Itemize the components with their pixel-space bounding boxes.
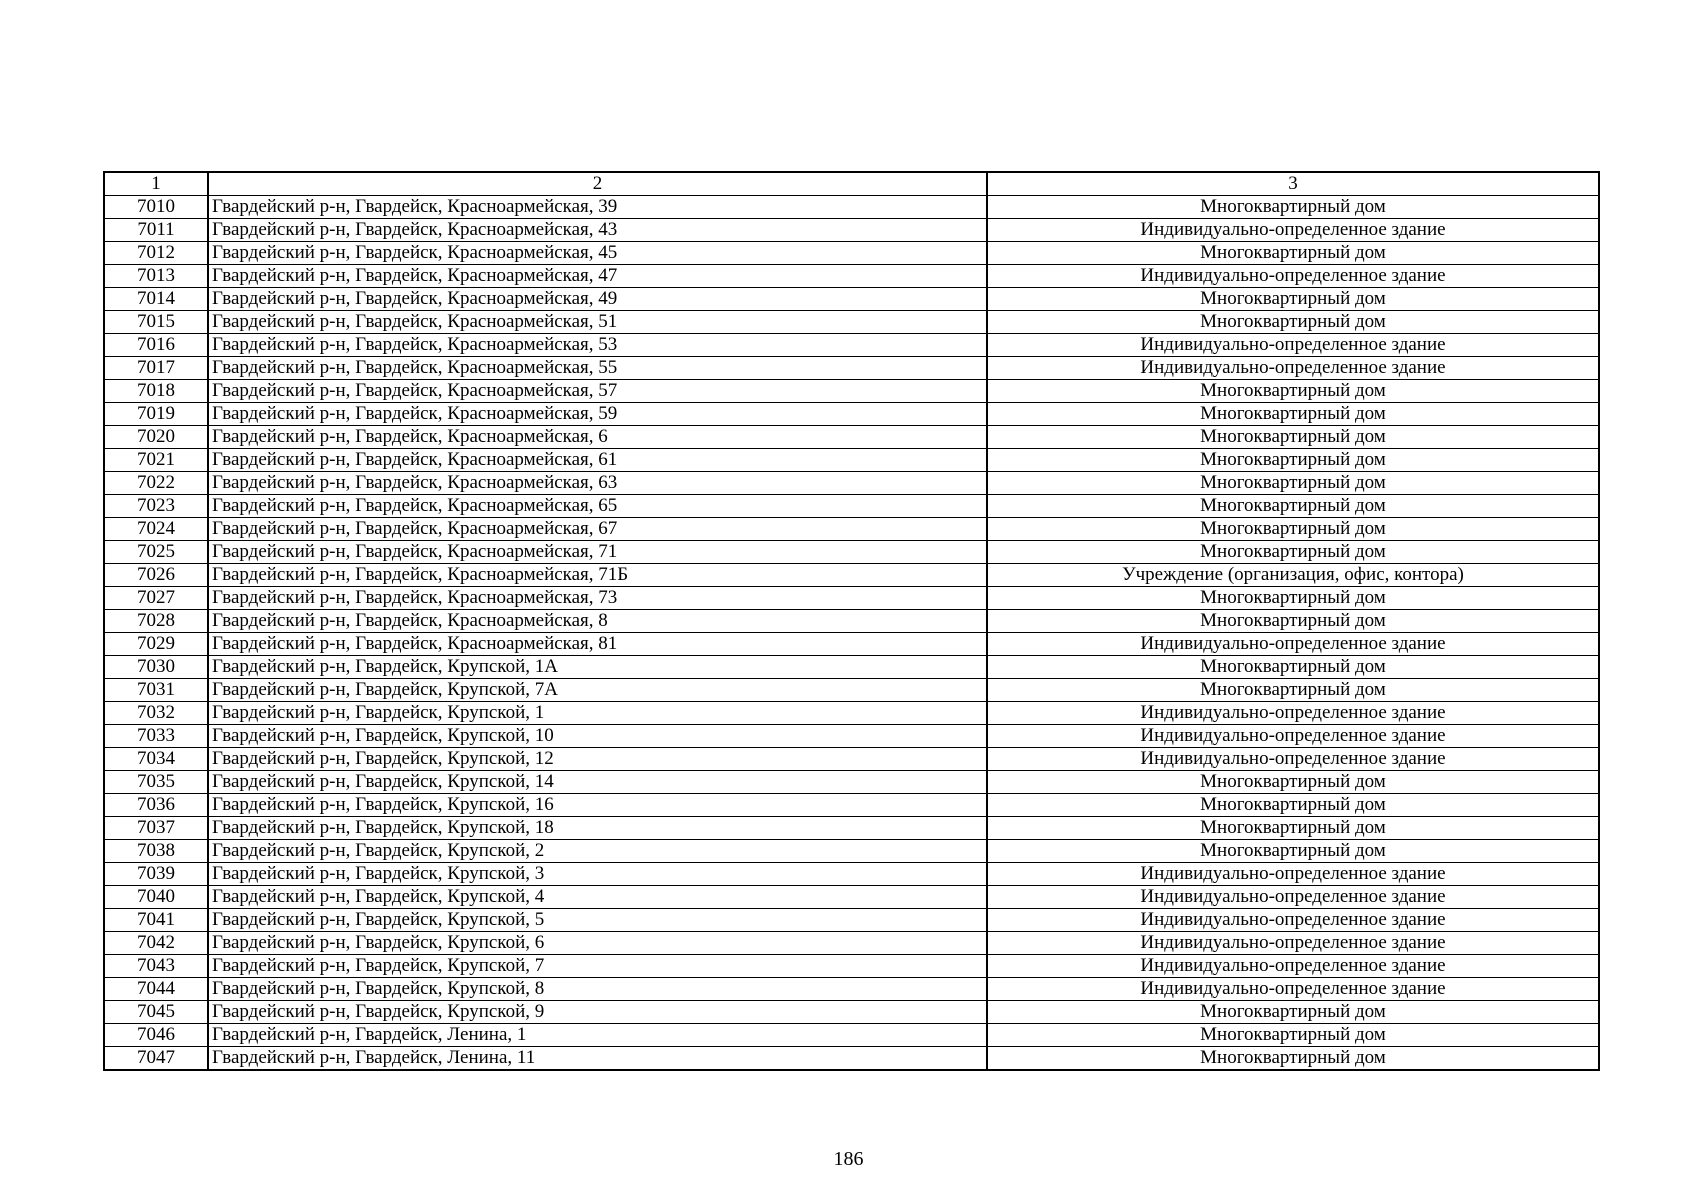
address-cell: Гвардейский р-н, Гвардейск, Крупской, 4 xyxy=(208,886,987,909)
object-type-cell: Многоквартирный дом xyxy=(987,518,1599,541)
row-number-cell: 7020 xyxy=(104,426,208,449)
row-number-cell: 7028 xyxy=(104,610,208,633)
object-type-cell: Многоквартирный дом xyxy=(987,1001,1599,1024)
row-number-cell: 7026 xyxy=(104,564,208,587)
address-cell: Гвардейский р-н, Гвардейск, Красноармейская, 43 xyxy=(208,219,987,242)
address-cell: Гвардейский р-н, Гвардейск, Красноармейская, 71 xyxy=(208,541,987,564)
row-number-cell: 7038 xyxy=(104,840,208,863)
table-row xyxy=(104,380,1599,403)
row-number-cell: 7039 xyxy=(104,863,208,886)
object-type-cell: Индивидуально-определенное здание xyxy=(987,886,1599,909)
table-row xyxy=(104,909,1599,932)
table-body xyxy=(104,172,1599,1070)
table-row xyxy=(104,955,1599,978)
table-row xyxy=(104,748,1599,771)
row-number-cell: 7014 xyxy=(104,288,208,311)
object-type-cell: Многоквартирный дом xyxy=(987,242,1599,265)
table-row xyxy=(104,656,1599,679)
address-cell: Гвардейский р-н, Гвардейск, Крупской, 16 xyxy=(208,794,987,817)
address-cell: Гвардейский р-н, Гвардейск, Красноармейская, 61 xyxy=(208,449,987,472)
object-type-cell: Многоквартирный дом xyxy=(987,426,1599,449)
object-type-cell: Многоквартирный дом xyxy=(987,771,1599,794)
address-cell: Гвардейский р-н, Гвардейск, Крупской, 1А xyxy=(208,656,987,679)
row-number-cell: 7024 xyxy=(104,518,208,541)
table-row xyxy=(104,219,1599,242)
row-number-cell: 7033 xyxy=(104,725,208,748)
address-cell: Гвардейский р-н, Гвардейск, Крупской, 7 xyxy=(208,955,987,978)
address-cell: Гвардейский р-н, Гвардейск, Красноармейская, 6 xyxy=(208,426,987,449)
object-type-cell: Индивидуально-определенное здание xyxy=(987,334,1599,357)
table-row xyxy=(104,932,1599,955)
object-type-cell: Многоквартирный дом xyxy=(987,656,1599,679)
table-row xyxy=(104,794,1599,817)
row-number-cell: 7011 xyxy=(104,219,208,242)
object-type-cell: Многоквартирный дом xyxy=(987,817,1599,840)
table-row xyxy=(104,472,1599,495)
row-number-cell: 7034 xyxy=(104,748,208,771)
table-row xyxy=(104,1001,1599,1024)
page-number: 186 xyxy=(833,1148,864,1170)
object-type-cell: Учреждение (организация, офис, контора) xyxy=(987,564,1599,587)
address-cell: Гвардейский р-н, Гвардейск, Красноармейская, 51 xyxy=(208,311,987,334)
object-type-cell: Многоквартирный дом xyxy=(987,587,1599,610)
address-cell: Гвардейский р-н, Гвардейск, Крупской, 7А xyxy=(208,679,987,702)
table-row xyxy=(104,817,1599,840)
address-cell: Гвардейский р-н, Гвардейск, Крупской, 14 xyxy=(208,771,987,794)
table-row xyxy=(104,196,1599,219)
address-cell: Гвардейский р-н, Гвардейск, Красноармейская, 53 xyxy=(208,334,987,357)
row-number-cell: 7037 xyxy=(104,817,208,840)
address-cell: Гвардейский р-н, Гвардейск, Ленина, 11 xyxy=(208,1047,987,1071)
address-cell: Гвардейский р-н, Гвардейск, Красноармейская, 67 xyxy=(208,518,987,541)
address-cell: Гвардейский р-н, Гвардейск, Крупской, 9 xyxy=(208,1001,987,1024)
object-type-cell: Многоквартирный дом xyxy=(987,449,1599,472)
row-number-cell: 7045 xyxy=(104,1001,208,1024)
object-type-cell: Индивидуально-определенное здание xyxy=(987,219,1599,242)
row-number-cell: 7035 xyxy=(104,771,208,794)
address-cell: Гвардейский р-н, Гвардейск, Красноармейская, 71Б xyxy=(208,564,987,587)
address-cell: Гвардейский р-н, Гвардейск, Крупской, 12 xyxy=(208,748,987,771)
table-header-row xyxy=(104,172,1599,196)
row-number-cell: 7021 xyxy=(104,449,208,472)
row-number-cell: 7029 xyxy=(104,633,208,656)
address-cell: Гвардейский р-н, Гвардейск, Ленина, 1 xyxy=(208,1024,987,1047)
object-type-cell: Многоквартирный дом xyxy=(987,495,1599,518)
object-type-cell: Индивидуально-определенное здание xyxy=(987,932,1599,955)
table-row xyxy=(104,242,1599,265)
address-cell: Гвардейский р-н, Гвардейск, Красноармейская, 55 xyxy=(208,357,987,380)
address-cell: Гвардейский р-н, Гвардейск, Красноармейская, 39 xyxy=(208,196,987,219)
row-number-cell: 7012 xyxy=(104,242,208,265)
data-table xyxy=(103,171,1600,1071)
object-type-cell: Многоквартирный дом xyxy=(987,472,1599,495)
object-type-cell: Многоквартирный дом xyxy=(987,196,1599,219)
address-cell: Гвардейский р-н, Гвардейск, Красноармейская, 45 xyxy=(208,242,987,265)
table-row xyxy=(104,449,1599,472)
object-type-cell: Индивидуально-определенное здание xyxy=(987,633,1599,656)
row-number-cell: 7013 xyxy=(104,265,208,288)
row-number-cell: 7016 xyxy=(104,334,208,357)
row-number-cell: 7031 xyxy=(104,679,208,702)
object-type-cell: Индивидуально-определенное здание xyxy=(987,909,1599,932)
address-cell: Гвардейский р-н, Гвардейск, Красноармейская, 63 xyxy=(208,472,987,495)
object-type-cell: Многоквартирный дом xyxy=(987,679,1599,702)
address-cell: Гвардейский р-н, Гвардейск, Крупской, 6 xyxy=(208,932,987,955)
address-cell: Гвардейский р-н, Гвардейск, Крупской, 3 xyxy=(208,863,987,886)
object-type-cell: Многоквартирный дом xyxy=(987,288,1599,311)
address-cell: Гвардейский р-н, Гвардейск, Красноармейская, 8 xyxy=(208,610,987,633)
address-cell: Гвардейский р-н, Гвардейск, Красноармейская, 73 xyxy=(208,587,987,610)
table-row xyxy=(104,725,1599,748)
table-row xyxy=(104,265,1599,288)
table-row xyxy=(104,541,1599,564)
row-number-cell: 7019 xyxy=(104,403,208,426)
table-row xyxy=(104,311,1599,334)
address-cell: Гвардейский р-н, Гвардейск, Красноармейская, 57 xyxy=(208,380,987,403)
object-type-cell: Индивидуально-определенное здание xyxy=(987,978,1599,1001)
object-type-cell: Многоквартирный дом xyxy=(987,1047,1599,1071)
row-number-cell: 7046 xyxy=(104,1024,208,1047)
row-number-cell: 7010 xyxy=(104,196,208,219)
table-row xyxy=(104,1047,1599,1071)
address-cell: Гвардейский р-н, Гвардейск, Крупской, 8 xyxy=(208,978,987,1001)
header-cell-1: 1 xyxy=(104,172,208,196)
table-row xyxy=(104,771,1599,794)
table-row xyxy=(104,702,1599,725)
row-number-cell: 7017 xyxy=(104,357,208,380)
header-cell-2: 2 xyxy=(208,172,987,196)
address-cell: Гвардейский р-н, Гвардейск, Красноармейская, 65 xyxy=(208,495,987,518)
row-number-cell: 7023 xyxy=(104,495,208,518)
object-type-cell: Многоквартирный дом xyxy=(987,794,1599,817)
row-number-cell: 7027 xyxy=(104,587,208,610)
object-type-cell: Индивидуально-определенное здание xyxy=(987,265,1599,288)
table-row xyxy=(104,564,1599,587)
table-row xyxy=(104,886,1599,909)
object-type-cell: Индивидуально-определенное здание xyxy=(987,748,1599,771)
object-type-cell: Многоквартирный дом xyxy=(987,380,1599,403)
row-number-cell: 7025 xyxy=(104,541,208,564)
address-cell: Гвардейский р-н, Гвардейск, Красноармейская, 47 xyxy=(208,265,987,288)
row-number-cell: 7032 xyxy=(104,702,208,725)
table-row xyxy=(104,587,1599,610)
object-type-cell: Индивидуально-определенное здание xyxy=(987,725,1599,748)
table-row xyxy=(104,288,1599,311)
object-type-cell: Многоквартирный дом xyxy=(987,403,1599,426)
object-type-cell: Многоквартирный дом xyxy=(987,311,1599,334)
object-type-cell: Многоквартирный дом xyxy=(987,541,1599,564)
row-number-cell: 7042 xyxy=(104,932,208,955)
object-type-cell: Индивидуально-определенное здание xyxy=(987,357,1599,380)
address-cell: Гвардейский р-н, Гвардейск, Красноармейская, 49 xyxy=(208,288,987,311)
table-row xyxy=(104,518,1599,541)
row-number-cell: 7018 xyxy=(104,380,208,403)
table-row xyxy=(104,357,1599,380)
object-type-cell: Многоквартирный дом xyxy=(987,610,1599,633)
row-number-cell: 7015 xyxy=(104,311,208,334)
row-number-cell: 7041 xyxy=(104,909,208,932)
address-cell: Гвардейский р-н, Гвардейск, Крупской, 5 xyxy=(208,909,987,932)
table-row xyxy=(104,840,1599,863)
row-number-cell: 7047 xyxy=(104,1047,208,1071)
address-cell: Гвардейский р-н, Гвардейск, Крупской, 2 xyxy=(208,840,987,863)
table-row xyxy=(104,863,1599,886)
row-number-cell: 7043 xyxy=(104,955,208,978)
table-row xyxy=(104,426,1599,449)
table-row xyxy=(104,334,1599,357)
address-cell: Гвардейский р-н, Гвардейск, Крупской, 10 xyxy=(208,725,987,748)
address-cell: Гвардейский р-н, Гвардейск, Крупской, 18 xyxy=(208,817,987,840)
table-row xyxy=(104,403,1599,426)
table-row xyxy=(104,495,1599,518)
address-cell: Гвардейский р-н, Гвардейск, Красноармейская, 59 xyxy=(208,403,987,426)
object-type-cell: Многоквартирный дом xyxy=(987,840,1599,863)
table-row xyxy=(104,978,1599,1001)
table-row xyxy=(104,1024,1599,1047)
row-number-cell: 7036 xyxy=(104,794,208,817)
row-number-cell: 7030 xyxy=(104,656,208,679)
row-number-cell: 7040 xyxy=(104,886,208,909)
row-number-cell: 7022 xyxy=(104,472,208,495)
row-number-cell: 7044 xyxy=(104,978,208,1001)
header-cell-3: 3 xyxy=(987,172,1599,196)
address-cell: Гвардейский р-н, Гвардейск, Красноармейская, 81 xyxy=(208,633,987,656)
table-row xyxy=(104,610,1599,633)
object-type-cell: Индивидуально-определенное здание xyxy=(987,955,1599,978)
object-type-cell: Индивидуально-определенное здание xyxy=(987,702,1599,725)
object-type-cell: Многоквартирный дом xyxy=(987,1024,1599,1047)
address-cell: Гвардейский р-н, Гвардейск, Крупской, 1 xyxy=(208,702,987,725)
table-row xyxy=(104,679,1599,702)
object-type-cell: Индивидуально-определенное здание xyxy=(987,863,1599,886)
table-row xyxy=(104,633,1599,656)
